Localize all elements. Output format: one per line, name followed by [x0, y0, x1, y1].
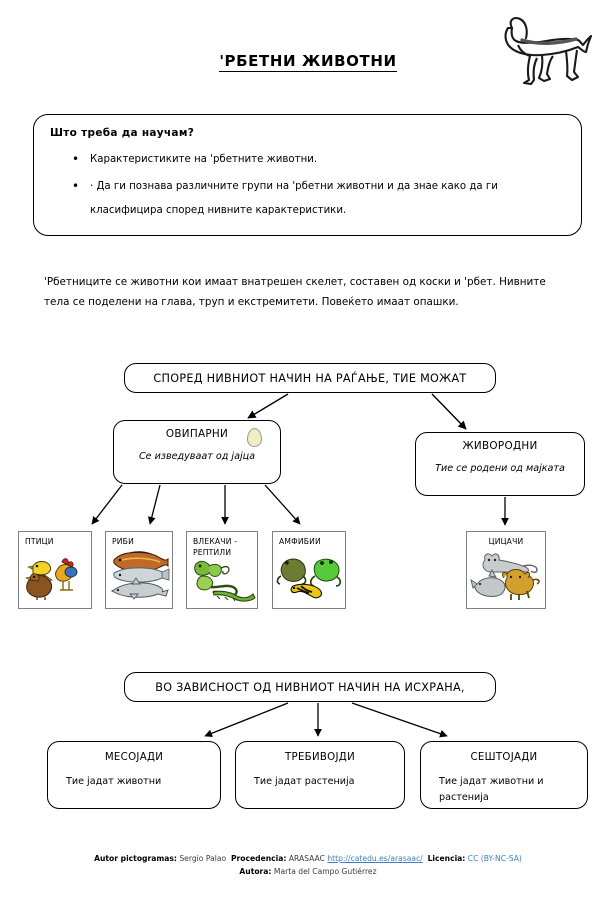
objectives-list — [50, 148, 565, 223]
branch-viviparous-title: ЖИВОРОДНИ — [462, 440, 538, 452]
group-card-birds-label: ПТИЦИ — [25, 537, 54, 546]
branch-oviparous-subtitle: Се изведуваат од јајца — [138, 451, 256, 462]
objective-item-2: • · Да ги познава различните групи на 'рбетни животни и да знае како да ги класифицира според нивните карактеристики. — [50, 175, 565, 223]
group-card-reptiles — [186, 531, 258, 609]
cat-outline-icon — [498, 14, 604, 90]
footer-line-1 — [0, 852, 616, 865]
group-card-fish — [105, 531, 173, 609]
branch-oviparous-title: ОВИПАРНИ — [165, 428, 229, 440]
diet-herbivores-title: ТРЕБИВОЈДИ — [284, 752, 355, 763]
birds-picture — [19, 550, 91, 606]
diet-carnivores-title: МЕСОЈАДИ — [104, 752, 164, 763]
mammals-picture — [467, 546, 545, 606]
objectives-box — [33, 114, 582, 236]
group-card-reptiles-label2: РЕПТИЛИ — [193, 548, 232, 557]
intro-paragraph: 'Рбетниците се животни кои имаат внатрешен скелет, составен од коски и 'рбет. Нивните тела се поделени на глава, труп и екстремитети. Повеќето имаат опашки. — [44, 276, 546, 308]
footer-license-value[interactable]: CC (BY-NC-SA) — [467, 854, 522, 863]
diet-carnivores-subtitle: Тие јадат животни — [66, 776, 162, 787]
branch-oviparous — [113, 420, 281, 484]
diet-box-omnivores — [420, 741, 588, 809]
footer-author-label: Autor pictogramas: — [94, 854, 177, 863]
egg-icon — [247, 428, 262, 447]
footer-credits — [0, 852, 616, 878]
group-card-amphibians — [272, 531, 346, 609]
objectives-heading: Што треба да научам? — [50, 127, 195, 139]
footer-authora-value: Marta del Campo Gutiérrez — [273, 867, 377, 876]
birth-diagram-header — [124, 363, 496, 393]
diet-herbivores-subtitle: Тие јадат растенија — [254, 776, 355, 787]
feeding-diagram-header — [124, 672, 496, 702]
page-title-text: 'РБЕТНИ ЖИВОТНИ — [219, 52, 397, 70]
reptiles-picture — [187, 554, 257, 606]
fish-picture — [106, 546, 172, 606]
group-card-mammals — [466, 531, 546, 609]
footer-source-value: ARASAAC — [288, 854, 325, 863]
group-card-birds — [18, 531, 92, 609]
group-card-amphibians-label: АМФИБИИ — [279, 537, 321, 546]
diet-box-herbivores — [235, 741, 405, 809]
footer-source-label: Procedencia: — [230, 854, 287, 863]
diet-omnivores-subtitle: Тие јадат животни и растенија — [439, 776, 544, 803]
group-card-fish-label: РИБИ — [112, 537, 134, 546]
footer-line-2 — [0, 865, 616, 878]
feeding-diagram-header-text: ВО ЗАВИСНОСТ ОД НИВНИОТ НАЧИН НА ИСХРАНА, — [155, 680, 465, 694]
footer-author-value: Sergio Palao — [179, 854, 227, 863]
diet-omnivores-title: СЕШТОЈАДИ — [470, 752, 538, 763]
branch-viviparous-subtitle: Тие се родени од мајката — [435, 463, 565, 474]
footer-authora-label: Autora: — [239, 867, 272, 876]
branch-viviparous — [415, 432, 585, 496]
birth-diagram-header-text: СПОРЕД НИВНИОТ НАЧИН НА РАЃАЊЕ, ТИЕ МОЖАТ — [153, 371, 467, 385]
footer-license-label: Licencia: — [427, 854, 466, 863]
objective-item-1: • Карактеристиките на 'рбетните животни. — [50, 148, 565, 172]
group-card-reptiles-label: ВЛЕКАЧИ - — [193, 537, 238, 546]
amphibians-picture — [273, 550, 345, 606]
group-card-mammals-label: ЦИЦАЧИ — [488, 537, 524, 546]
diet-box-carnivores — [47, 741, 221, 809]
footer-source-link[interactable]: http://catedu.es/arasaac/ — [327, 854, 423, 863]
